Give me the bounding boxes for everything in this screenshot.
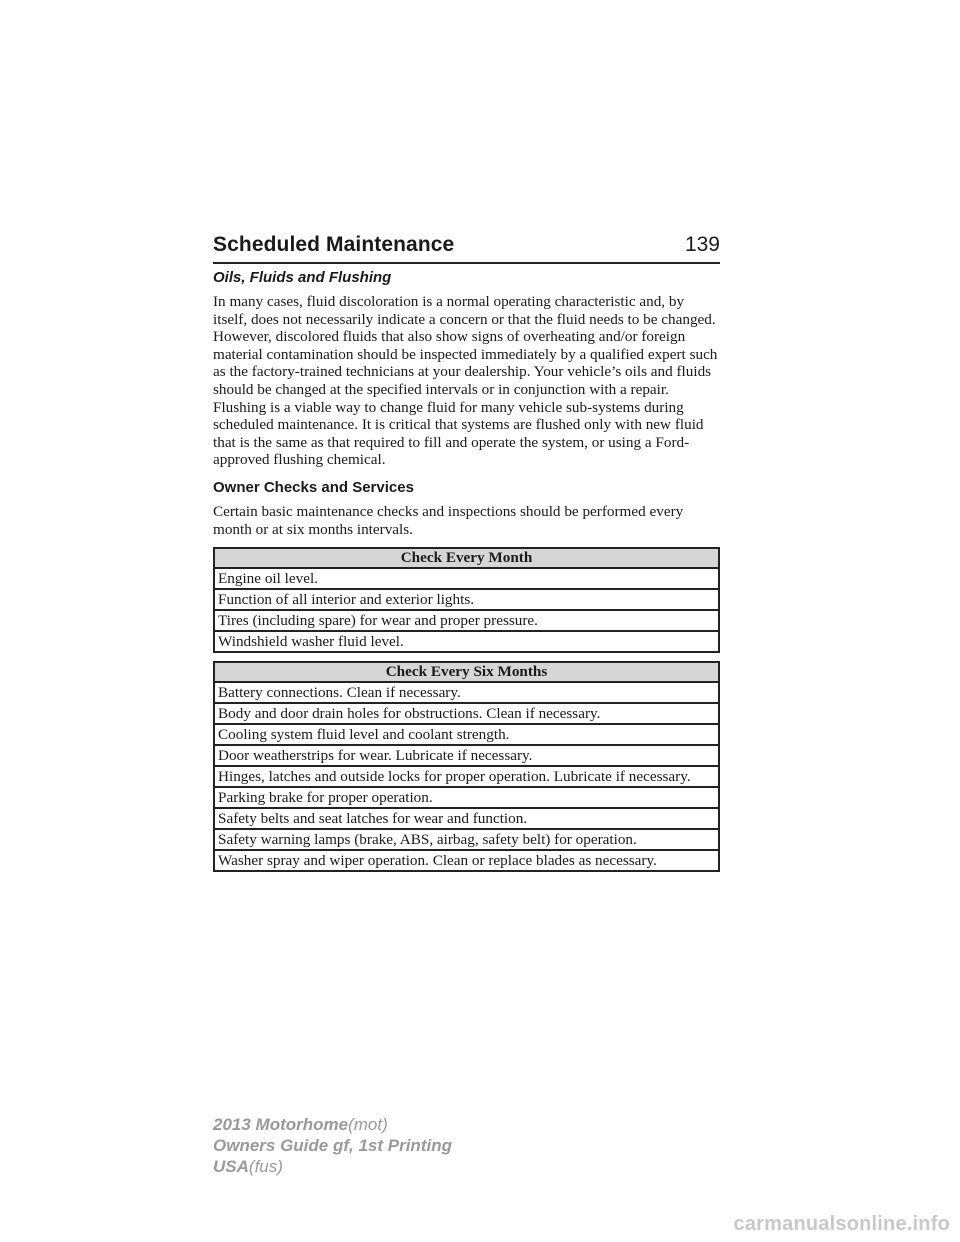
table-cell: Body and door drain holes for obstructions. Clean if necessary. — [214, 703, 719, 724]
page-content — [213, 268, 720, 880]
table-cell: Hinges, latches and outside locks for proper operation. Lubricate if necessary. — [214, 766, 719, 787]
footer-market: USA — [213, 1157, 249, 1176]
table-cell: Safety belts and seat latches for wear and function. — [214, 808, 719, 829]
print-footer — [213, 1114, 452, 1177]
monthly-checks-table — [213, 547, 720, 653]
table-row — [214, 850, 719, 871]
footer-model: 2013 Motorhome — [213, 1115, 349, 1134]
footer-line-3 — [213, 1156, 452, 1177]
table-cell: Tires (including spare) for wear and proper pressure. — [214, 610, 719, 631]
table-row — [214, 808, 719, 829]
table-row — [214, 631, 719, 652]
oils-paragraph: In many cases, fluid discoloration is a normal operating characteristic and, by itself, does not necessarily indicate a concern or that the fluid needs to be changed. However, discolored fluids that also show signs of overheating and/or foreign material contamination should be inspected immediately by a qualified expert such as the factory-trained technicians at your dealership. Your vehicle’s oils and fluids should be changed at the specified intervals or in conjunction with a repair. Flushing is a viable way to change fluid for many vehicle sub-systems during scheduled maintenance. It is critical that systems are flushed only with new fluid that is the same as that required to fill and operate the system, or using a Ford-approved flushing chemical. — [213, 293, 718, 469]
oils-heading: Oils, Fluids and Flushing — [213, 269, 392, 286]
footer-guide: Owners Guide gf, 1st Printing — [213, 1136, 452, 1155]
owner-checks-paragraph: Certain basic maintenance checks and inspections should be performed every month or at six months intervals. — [213, 502, 684, 538]
table-cell: Safety warning lamps (brake, ABS, airbag, safety belt) for operation. — [214, 829, 719, 850]
table-cell: Windshield washer fluid level. — [214, 631, 719, 652]
table-cell: Cooling system fluid level and coolant strength. — [214, 724, 719, 745]
monthly-table-header: Check Every Month — [214, 548, 719, 568]
page-number: 139 — [684, 233, 720, 256]
table-row — [214, 724, 719, 745]
table-row — [214, 766, 719, 787]
footer-line-1 — [213, 1114, 452, 1135]
table-cell: Washer spray and wiper operation. Clean or replace blades as necessary. — [214, 850, 719, 871]
page-header — [213, 226, 720, 264]
six-month-checks-table — [213, 661, 720, 872]
table-row — [214, 787, 719, 808]
six-month-table-header: Check Every Six Months — [214, 662, 719, 682]
table-cell: Door weatherstrips for wear. Lubricate if necessary. — [214, 745, 719, 766]
table-row — [214, 589, 719, 610]
table-row — [214, 703, 719, 724]
footer-line-2 — [213, 1135, 452, 1156]
table-cell: Battery connections. Clean if necessary. — [214, 682, 719, 703]
owner-checks-heading: Owner Checks and Services — [213, 478, 414, 496]
section-title: Scheduled Maintenance — [213, 233, 455, 256]
site-watermark: carmanualsonline.info — [733, 1213, 950, 1235]
table-cell: Function of all interior and exterior lights. — [214, 589, 719, 610]
table-row — [214, 682, 719, 703]
table-row — [214, 610, 719, 631]
table-cell: Parking brake for proper operation. — [214, 787, 719, 808]
footer-model-code: (mot) — [348, 1115, 388, 1134]
table-cell: Engine oil level. — [214, 568, 719, 589]
table-row — [214, 568, 719, 589]
table-row — [214, 829, 719, 850]
footer-market-code: (fus) — [248, 1157, 283, 1176]
table-row — [214, 745, 719, 766]
